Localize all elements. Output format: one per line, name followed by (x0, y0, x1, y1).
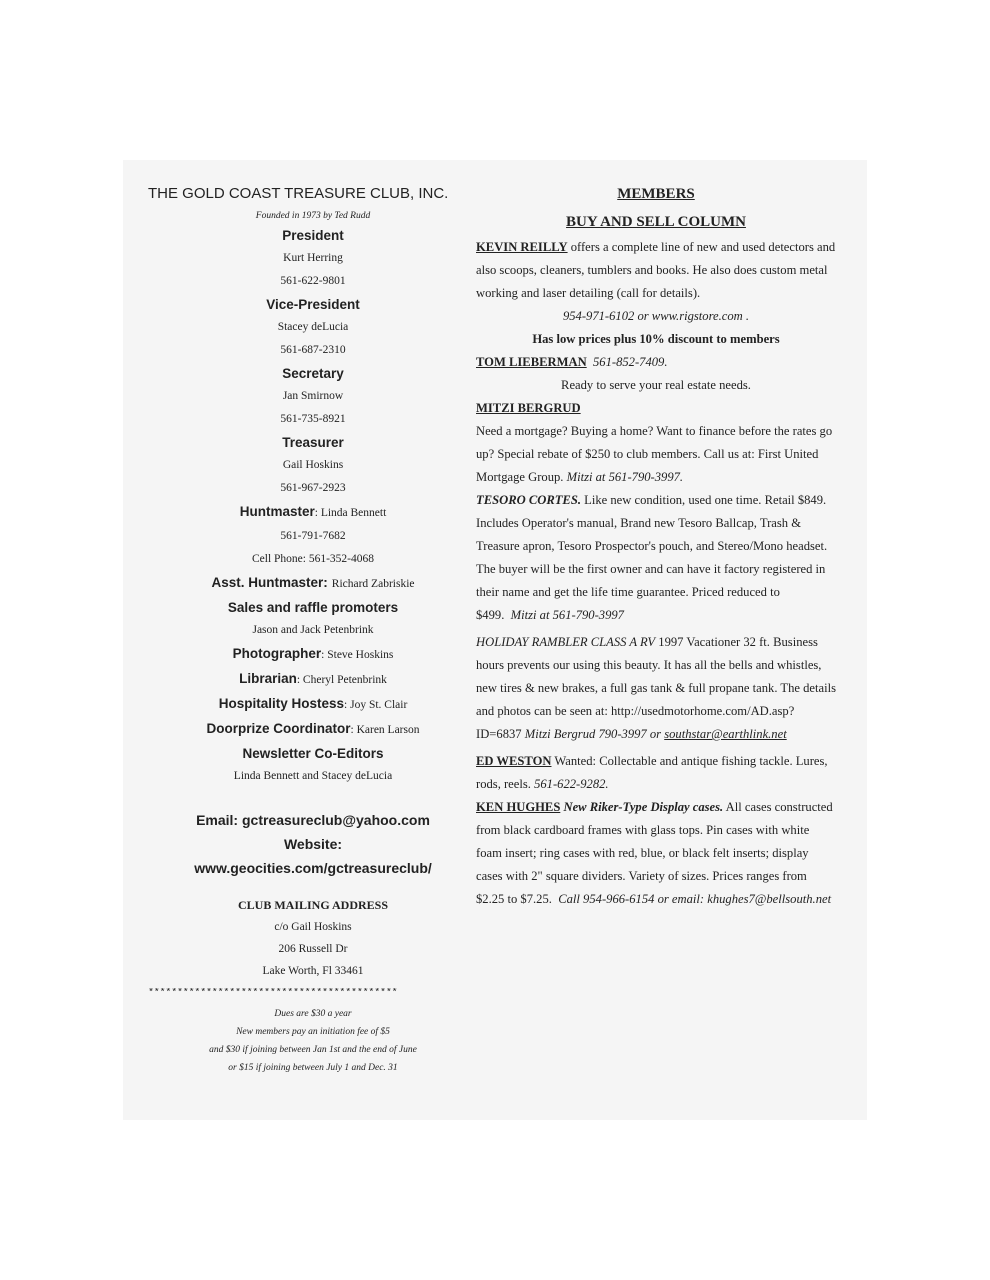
ad-url[interactable]: http://usedmotorhome.com/AD.asp?ID=6837 (476, 704, 795, 741)
ad-discount: Has low prices plus 10% discount to members (532, 332, 780, 346)
ad-text: offers a complete line of new and used detectors and also scoops, cleaners, tumblers and books. He also does custom metal working and laser detailing (call for details). (476, 240, 836, 300)
buy-sell-column (476, 180, 836, 911)
sales-names: Jason and Jack Petenbrink (252, 624, 374, 636)
ad-text: 1997 Vacationer 32 ft. Business hours prevents our using this beauty. It has all the bells and whistles, new tires & new brakes, a full gas tank & full propane tank. The details and photos can be seen at: (476, 635, 836, 718)
president-role: President (282, 228, 344, 243)
club-title: THE GOLD COAST TREASURE CLUB, INC. (148, 185, 449, 202)
website-label: Website: (283, 836, 343, 852)
sales-role: Sales and raffle promoters (227, 600, 399, 615)
ad-text: Ready to serve your real estate needs. (561, 378, 751, 392)
vp-role: Vice-President (266, 297, 360, 312)
treasurer-role: Treasurer (282, 435, 344, 450)
treasurer-phone: 561-967-2923 (280, 482, 346, 494)
asst-huntmaster-role: Asst. Huntmaster: (211, 575, 328, 590)
ad-name: TOM LIEBERMAN (476, 355, 587, 369)
huntmaster-phone: 561-791-7682 (280, 530, 346, 542)
ad-ed-weston (476, 750, 836, 796)
ad-tom-lieberman (476, 351, 836, 374)
club-email[interactable]: Email: gctreasureclub@yahoo.com (196, 812, 430, 828)
huntmaster-name: Linda Bennett (320, 507, 387, 519)
newsletter-role: Newsletter Co-Editors (242, 746, 384, 761)
huntmaster-role: Huntmaster (239, 504, 315, 519)
secretary-name: Jan Smirnow (282, 390, 344, 402)
column-title-members: MEMBERS (617, 186, 695, 202)
mailing-line-2: 206 Russell Dr (278, 943, 348, 955)
photographer-role: Photographer (232, 646, 322, 661)
dues-line-2: New members pay an initiation fee of $5 (236, 1027, 390, 1037)
mailing-line-1: c/o Gail Hoskins (274, 921, 352, 933)
asst-huntmaster-name: Richard Zabriskie (331, 578, 415, 590)
ad-name: ED WESTON (476, 754, 552, 768)
photographer-line: Photographer: Steve Hoskins (232, 646, 394, 661)
ad-phone: 561-852-7409. (592, 355, 668, 369)
ad-name: KEN HUGHES (476, 800, 561, 814)
founded-note: Founded in 1973 by Ted Rudd (255, 211, 371, 221)
ad-name: HOLIDAY RAMBLER CLASS A RV (476, 635, 656, 649)
treasurer-name: Gail Hoskins (282, 459, 344, 471)
ad-contact: Mitzi at 561-790-3997. (566, 470, 684, 484)
newsletter-names: Linda Bennett and Stacey deLucia (233, 770, 393, 782)
doorprize-role: Doorprize Coordinator (206, 721, 351, 736)
vp-phone: 561-687-2310 (280, 344, 346, 356)
asst-huntmaster-line (148, 571, 478, 596)
president-name: Kurt Herring (283, 252, 343, 264)
ad-contact: Mitzi at 561-790-3997 (510, 608, 624, 622)
mailing-heading: CLUB MAILING ADDRESS (237, 898, 389, 912)
ad-name: TESORO CORTES. (476, 493, 581, 507)
website-url[interactable]: www.geocities.com/gctreasureclub/ (194, 860, 432, 876)
star-divider: ******************************************* (148, 988, 398, 999)
librarian-role: Librarian (239, 671, 297, 686)
column-title-buy-sell: BUY AND SELL COLUMN (566, 214, 746, 230)
ad-email-link[interactable]: southstar@earthlink.net (664, 727, 787, 741)
doorprize-line: Doorprize Coordinator: Karen Larson (206, 721, 420, 736)
ad-name: KEVIN REILLY (476, 240, 568, 254)
secretary-phone: 561-735-8921 (280, 413, 346, 425)
huntmaster-line: Huntmaster: Linda Bennett (239, 504, 387, 519)
ad-text: Like new condition, used one time. Retail $849. Includes Operator's manual, Brand new Tesoro Ballcap, Trash & Treasure apron, Tesoro Prospector's pouch, and Stereo/Mono headset. The buyer will be the first owner and can have it factory registered in their name and get the life time guarantee. Priced reduced to $499. (476, 493, 828, 622)
ad-contact: Mitzi Bergrud 790-3997 or (524, 727, 662, 741)
ad-kevin-reilly (476, 236, 836, 305)
doorprize-name: Karen Larson (356, 724, 420, 736)
president-phone: 561-622-9801 (280, 275, 346, 287)
hospitality-name: Joy St. Clair (350, 699, 408, 711)
photographer-name: Steve Hoskins (327, 649, 394, 661)
ad-tesoro-cortes (476, 489, 836, 627)
dues-line-4: or $15 if joining between July 1 and Dec. 31 (228, 1063, 398, 1073)
hospitality-role: Hospitality Hostess (218, 696, 345, 711)
dues-line-3: and $30 if joining between Jan 1st and the end of June (209, 1045, 417, 1055)
ad-holiday-rambler (476, 631, 836, 746)
ad-headline: New Riker-Type Display cases. (563, 800, 724, 814)
ad-ken-hughes (476, 796, 836, 911)
ad-mitzi-bergrud (476, 420, 836, 489)
ad-contact: 954-971-6102 or www.rigstore.com . (562, 309, 750, 323)
huntmaster-cell: Cell Phone: 561-352-4068 (251, 553, 375, 565)
ad-contact: Call 954-966-6154 or email: khughes7@bellsouth.net (558, 892, 832, 906)
mailing-line-3: Lake Worth, Fl 33461 (262, 965, 364, 977)
ad-text: Wanted: Collectable and antique fishing tackle. Lures, rods, reels. (476, 754, 828, 791)
ad-name: MITZI BERGRUD (476, 401, 581, 415)
librarian-line: Librarian: Cheryl Petenbrink (239, 671, 387, 686)
dues-line-1: Dues are $30 a year (274, 1009, 352, 1019)
ad-text: Need a mortgage? Buying a home? Want to finance before the rates go up? Special rebate of $250 to club members. Call us at: First United Mortgage Group. (476, 424, 833, 484)
librarian-name: Cheryl Petenbrink (302, 674, 387, 686)
ad-text: All cases constructed from black cardboard frames with glass tops. Pin cases with white foam insert; ring cases with red, blue, or black felt inserts; display cases with 2" square dividers. Variety of sizes. Prices ranges from $2.25 to $7.25. (476, 800, 833, 906)
hospitality-line: Hospitality Hostess: Joy St. Clair (218, 696, 408, 711)
ad-phone: 561-622-9282. (534, 777, 609, 791)
secretary-role: Secretary (282, 366, 344, 381)
vp-name: Stacey deLucia (277, 321, 349, 333)
club-info-column (148, 180, 478, 1077)
